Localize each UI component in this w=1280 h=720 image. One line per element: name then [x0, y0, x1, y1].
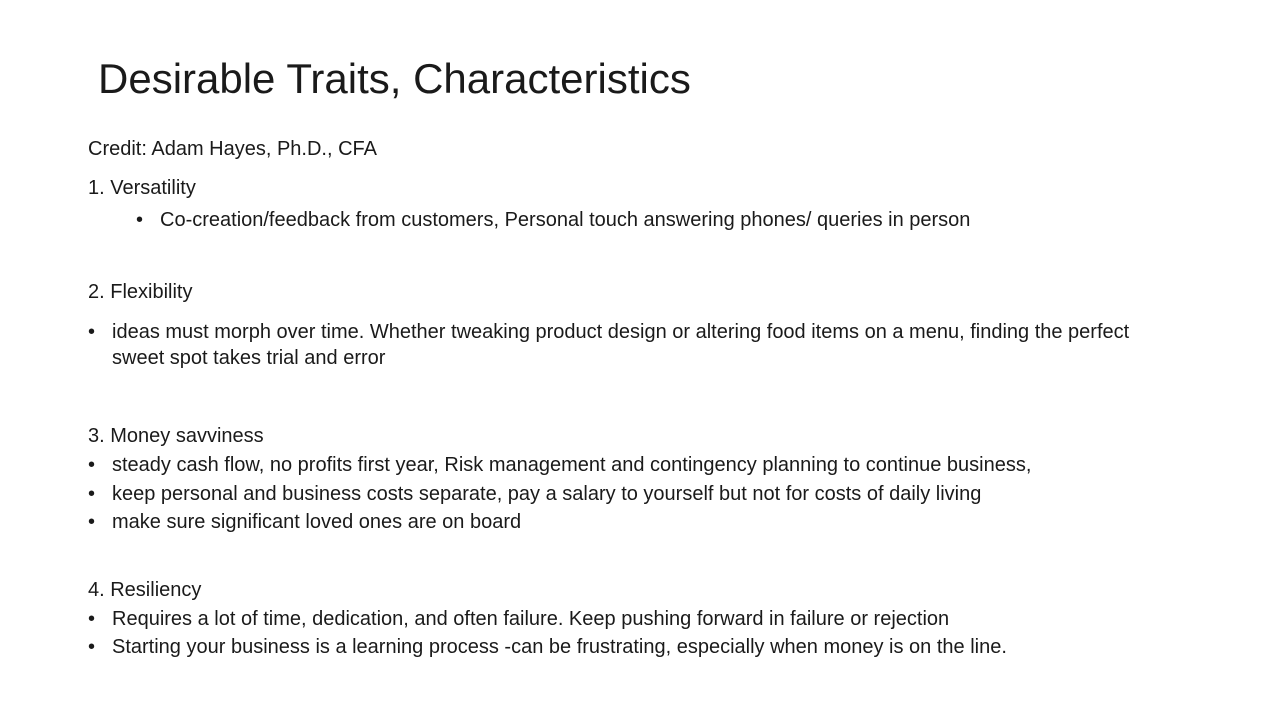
list-item — [136, 207, 1236, 233]
list-item — [88, 481, 1188, 507]
bullet-icon: • — [88, 511, 96, 533]
list-item — [88, 452, 1188, 478]
bullet-text: Starting your business is a learning process -can be frustrating, especially when money is on the line. — [112, 636, 1007, 658]
bullet-icon: • — [88, 454, 96, 476]
bullet-text: Co-creation/feedback from customers, Personal touch answering phones/ queries in person — [160, 209, 971, 231]
list-item — [88, 634, 1188, 660]
credit-line: Credit: Adam Hayes, Ph.D., CFA — [88, 138, 377, 160]
bullet-icon: • — [88, 483, 96, 505]
bullet-icon: • — [136, 209, 144, 231]
list-item — [88, 319, 1188, 371]
bullet-icon: • — [88, 321, 96, 343]
bullet-icon: • — [88, 608, 96, 630]
section-heading-money-savviness: 3. Money savviness — [88, 425, 264, 447]
list-item — [88, 509, 1188, 535]
bullet-text: Requires a lot of time, dedication, and often failure. Keep pushing forward in failure or rejection — [112, 608, 950, 630]
slide-title: Desirable Traits, Characteristics — [98, 55, 691, 102]
section-heading-resiliency: 4. Resiliency — [88, 579, 202, 601]
bullet-text: make sure significant loved ones are on board — [112, 511, 522, 533]
section-heading-flexibility: 2. Flexibility — [88, 281, 193, 303]
bullet-text: steady cash flow, no profits first year, Risk management and contingency planning to continue business, — [112, 454, 1032, 476]
bullet-text: ideas must morph over time. Whether tweaking product design or altering food items on a menu, finding the perfect sweet spot takes trial and error — [112, 321, 1130, 369]
bullet-text: keep personal and business costs separate, pay a salary to yourself but not for costs of daily living — [112, 483, 982, 505]
bullet-icon: • — [88, 636, 96, 658]
list-item — [88, 606, 1188, 632]
section-heading-versatility: 1. Versatility — [88, 177, 196, 199]
